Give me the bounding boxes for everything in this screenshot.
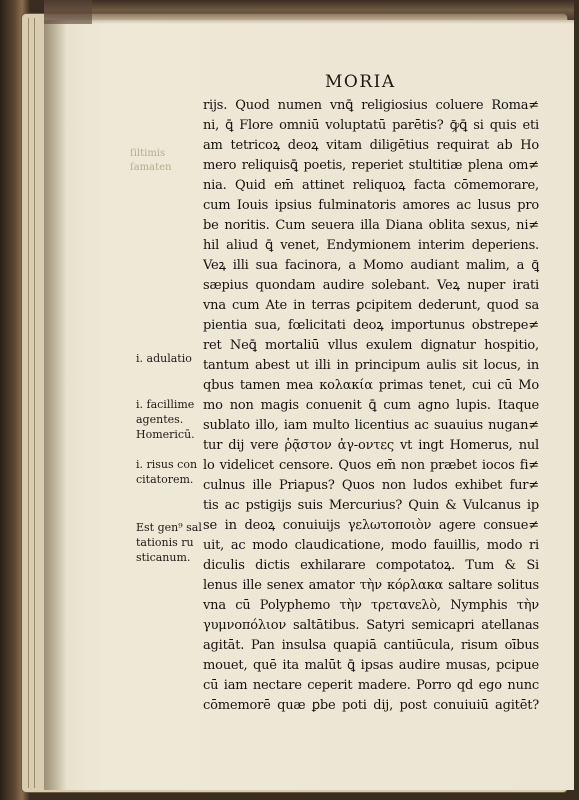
margin-note: i. facillime	[136, 398, 195, 411]
text-line: be noritis. Cum seuera illa Diana oblita sexus, ni≠	[203, 218, 539, 233]
text-line: qbus tamen mea κολακία primas tenet, cui cū Mo	[203, 378, 539, 393]
text-line: am tetricoꝝ deoꝝ vitam diligētius requirat ab Ho	[203, 138, 539, 153]
text-line: pientia sua, fœlicitati deoꝝ importunus obstrepe≠	[203, 318, 539, 333]
text-line: culnus ille Priapus? Quos non ludos exhibet fur≠	[203, 478, 539, 493]
main-text-block	[203, 96, 539, 716]
text-line: ni, ꝗ̄ Flore omniū voluptatū parētis? ꝙ̄ꝗ̄ si quis eti	[203, 118, 539, 133]
text-line: sublato illo, iam multo licentius ac suauius nugan≠	[203, 418, 539, 433]
text-line: cōmemorē quæ ꝑbe poti dij, post conuiuiū agitēt?	[203, 698, 539, 713]
text-line: mo non magis conuenit ꝗ̄ cum agno lupis. Itaque	[203, 398, 539, 413]
show-through-text: ſamaten	[130, 162, 172, 173]
margin-note: Homericū.	[136, 428, 195, 441]
text-line: nia. Quid em̄ attinet reliquoꝝ facta cōmemorare,	[203, 178, 539, 193]
text-line: vna cū Polyphemo τὴν τρεταvελὸ, Nymphis τὴν	[203, 598, 539, 613]
text-line: tur dij vere ῥᾷστον ἀγ-οντες vt ingt Homerus, nul	[203, 438, 539, 453]
text-line: lenus ille senex amator τὴν κόρλακα saltare solitus	[203, 578, 539, 593]
text-line: agitāt. Pan insulsa quapiā cantiūcula, risum oībus	[203, 638, 539, 653]
text-line: ret Neꝗ̄ mortaliū vllus exulem dignatur hospitio,	[203, 338, 539, 353]
text-line: sæpius quondam audire solebant. Veꝝ nuper irati	[203, 278, 539, 293]
margin-note: citatorem.	[136, 473, 194, 486]
text-line: Veꝝ illi sua facinora, a Momo audiant malim, a ꝗ̄	[203, 258, 539, 273]
top-edge-shadow	[44, 0, 574, 24]
text-line: tis ac pstigijs suis Mercurius? Quin & Vulcanus ip	[203, 498, 539, 513]
bookmark-ribbon	[44, 0, 92, 24]
text-line: mouet, quē ita malūt ꝗ̄ ipsas audire musas, pcipue	[203, 658, 539, 673]
margin-note: agentes.	[136, 413, 184, 426]
margin-note: i. risus con	[136, 458, 198, 471]
text-line: se in deoꝝ conuiuijs γελωτοποιὸν agere consue≠	[203, 518, 539, 533]
text-line: mero reliquisꝗ̄ poetis, reperiet stultitiæ plena om≠	[203, 158, 539, 173]
margin-note: tationis ru	[136, 536, 194, 549]
margin-note: i. adulatio	[136, 352, 192, 365]
text-line: uit, ac modo claudicatione, modo fauillis, modo ri	[203, 538, 539, 553]
text-line: tantum abest ut illi in principum aulis sit locus, in	[203, 358, 539, 373]
text-line: cū iam nectare ceperit madere. Porro qd ego nunc	[203, 678, 539, 693]
text-line: γυμνοπόλιον saltātibus. Satyri semicapri atellanas	[203, 618, 539, 633]
gutter-shadow	[44, 20, 66, 790]
text-line: vna cum Ate in terras ꝑcipitem dederunt, quod sa	[203, 298, 539, 313]
text-line: diculis dictis exhilarare compotatoꝝ. Tum & Si	[203, 558, 539, 573]
margin-note: sticanum.	[136, 551, 191, 564]
running-head: MORIA	[325, 72, 396, 92]
margin-note: Est gen⁹ sal	[136, 521, 202, 534]
text-line: lo videlicet censore. Quos em̄ non præbet iocos fi≠	[203, 458, 539, 473]
text-line: hil aliud ꝗ̄ venet, Endymionem interim deperiens.	[203, 238, 539, 253]
show-through-text: ſiltimis	[130, 148, 166, 159]
text-line: cum Iouis ipsius fulminatoris amores ac lusus pro	[203, 198, 539, 213]
text-line: rijs. Quod numen vnꝗ̄ religiosius coluere Roma≠	[203, 98, 539, 113]
